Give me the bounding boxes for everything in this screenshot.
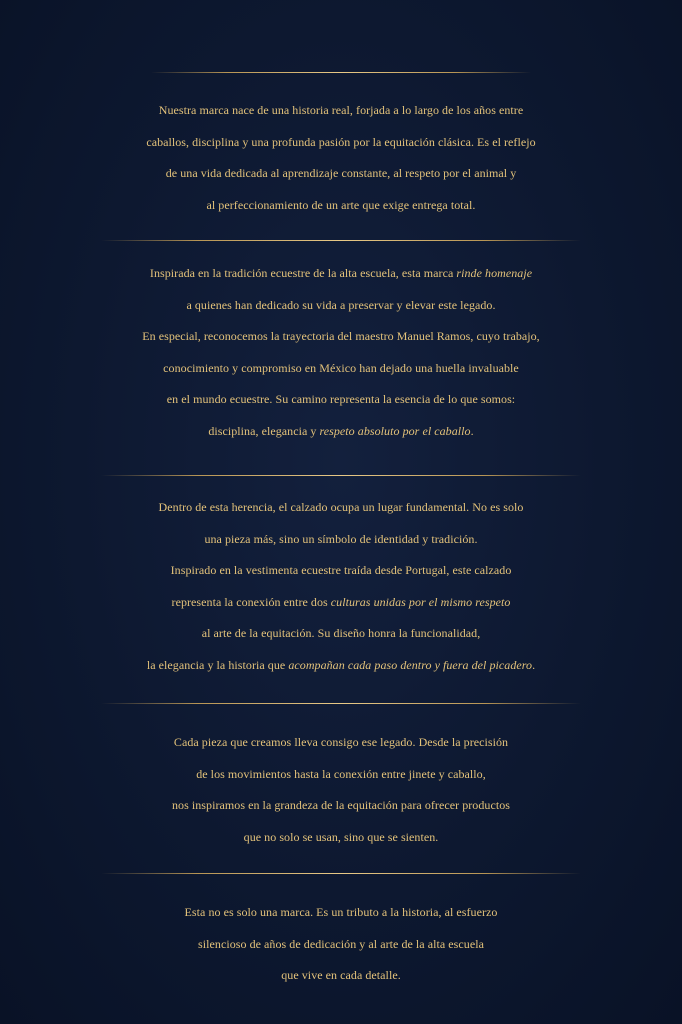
text-segment: Cada pieza que creamos lleva consigo ese legado. Desde la precisión	[173, 735, 509, 749]
text-line	[0, 258, 682, 290]
text-line	[0, 384, 682, 416]
text-segment: Inspirado en la vestimenta ecuestre traída desde Portugal, este calzado	[170, 563, 512, 577]
text-line	[0, 929, 682, 961]
text-segment: en el mundo ecuestre. Su camino representa la esencia de lo que somos:	[166, 392, 516, 406]
divider-2	[101, 475, 581, 476]
text-segment: nos inspiramos en la grandeza de la equitación para ofrecer productos	[172, 798, 510, 812]
paragraph-2	[0, 258, 682, 447]
text-segment: a quienes han dedicado su vida a preservar y elevar este legado.	[186, 297, 496, 312]
text-segment: disciplina, elegancia y	[208, 423, 320, 438]
text-line	[0, 95, 682, 127]
text-segment: Dentro de esta herencia, el calzado ocupa un lugar fundamental. No es solo	[158, 500, 524, 514]
text-line	[0, 127, 682, 159]
emphasized-text: culturas unidas por el mismo respeto	[330, 594, 511, 609]
text-line	[0, 158, 682, 190]
text-line	[0, 353, 682, 385]
text-line	[0, 587, 682, 619]
text-line	[0, 727, 682, 759]
emphasized-text: rinde homenaje	[456, 266, 533, 280]
text-segment: al perfeccionamiento de un arte que exige entrega total.	[206, 197, 476, 212]
divider-3	[101, 703, 581, 704]
text-line	[0, 190, 682, 222]
text-segment: Esta no es solo una marca. Es un tributo a la historia, al esfuerzo	[184, 905, 498, 919]
text-segment: de los movimientos hasta la conexión entre jinete y caballo,	[196, 766, 486, 781]
emphasized-text: respeto absoluto por el caballo	[319, 423, 471, 438]
text-line	[0, 650, 682, 682]
divider-4	[101, 873, 581, 874]
text-line	[0, 321, 682, 353]
text-line	[0, 897, 682, 929]
paragraph-5	[0, 897, 682, 992]
text-segment: al arte de la equitación. Su diseño honra la funcionalidad,	[201, 626, 481, 640]
text-line	[0, 416, 682, 448]
divider-top	[151, 72, 531, 73]
text-line	[0, 618, 682, 650]
text-line	[0, 790, 682, 822]
text-segment: que no solo se usan, sino que se sienten.	[243, 829, 439, 844]
text-line	[0, 290, 682, 322]
text-segment: Nuestra marca nace de una historia real, forjada a lo largo de los años entre	[158, 103, 524, 117]
text-line	[0, 524, 682, 556]
text-segment: representa la conexión entre dos	[171, 594, 331, 609]
divider-1	[101, 240, 581, 241]
text-line	[0, 759, 682, 791]
text-segment: una pieza más, sino un símbolo de identidad y tradición.	[204, 531, 478, 546]
paragraph-4	[0, 727, 682, 853]
text-segment: la elegancia y la historia que	[146, 657, 289, 672]
paragraph-1	[0, 95, 682, 221]
text-line	[0, 960, 682, 992]
text-segment: En especial, reconocemos la trayectoria del maestro Manuel Ramos, cuyo trabajo,	[142, 329, 540, 343]
text-segment: silencioso de años de dedicación y al arte de la alta escuela	[198, 936, 484, 951]
text-line	[0, 555, 682, 587]
text-segment: Inspirada en la tradición ecuestre de la alta escuela, esta marca	[149, 266, 457, 280]
text-line	[0, 822, 682, 854]
emphasized-text: acompañan cada paso dentro y fuera del picadero	[288, 657, 533, 672]
text-segment: caballos, disciplina y una profunda pasión por la equitación clásica. Es el reflejo	[146, 134, 536, 149]
text-segment: de una vida dedicada al aprendizaje constante, al respeto por el animal y	[165, 166, 517, 180]
text-segment: que vive en cada detalle.	[281, 968, 401, 982]
text-segment: .	[532, 657, 536, 672]
text-segment: .	[470, 423, 474, 438]
text-line	[0, 492, 682, 524]
paragraph-3	[0, 492, 682, 681]
text-segment: conocimiento y compromiso en México han dejado una huella invaluable	[163, 360, 519, 375]
